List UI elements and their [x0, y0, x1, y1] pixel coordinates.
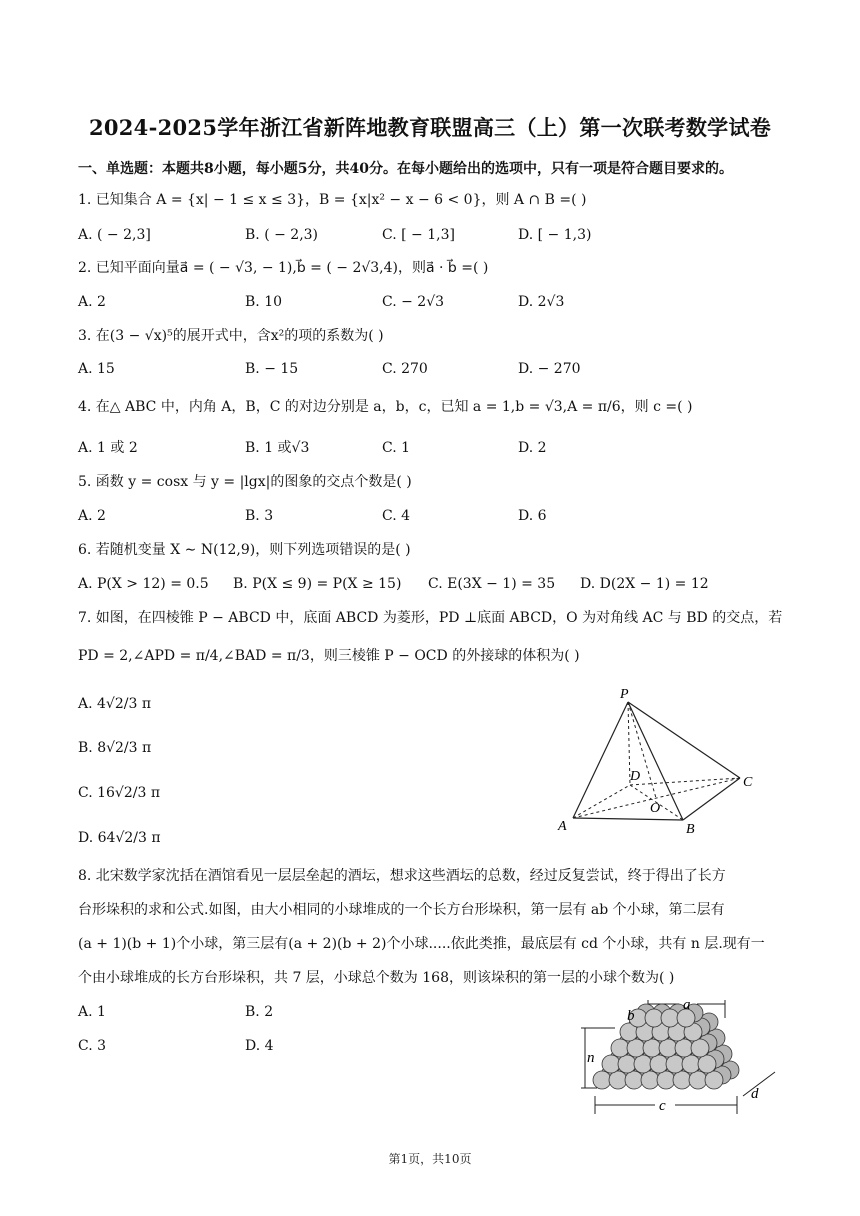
page-title: 2024-2025学年浙江省新阵地教育联盟高三（上）第一次联考数学试卷	[88, 115, 772, 140]
q1-option-a: A. ( − 2,3]	[78, 227, 151, 243]
q6-option-d: D. D(2X − 1) = 12	[580, 576, 709, 592]
ball	[675, 1039, 693, 1057]
q7-option-a: A. 4√2/3 π	[78, 696, 152, 712]
ball	[609, 1071, 627, 1089]
q4-option-a: A. 1 或 2	[78, 440, 138, 456]
question-8-stem-line1: 8. 北宋数学家沈括在酒馆看见一层层垒起的酒坛，想求这些酒坛的总数，经过反复尝试，终于得出了长方	[78, 868, 726, 884]
q7-option-c: C. 16√2/3 π	[78, 785, 161, 801]
question-8-stem-line3: (a + 1)(b + 1)个小球，第三层有(a + 2)(b + 2)个小球.....依此类推，最底层有 cd 个小球，共有 n 层.现有一	[78, 936, 765, 952]
q2-option-d: D. 2√3	[518, 294, 565, 310]
ball	[691, 1039, 709, 1057]
question-5-stem: 5. 函数 y = cosx 与 y = |lgx|的图象的交点个数是( )	[78, 474, 412, 490]
ball	[650, 1055, 668, 1073]
label-c: C	[743, 775, 753, 790]
q1-option-d: D. [ − 1,3)	[518, 227, 592, 243]
q4-option-c: C. 1	[382, 440, 411, 456]
ball	[673, 1071, 691, 1089]
q2-option-b: B. 10	[245, 294, 283, 310]
label-p: P	[620, 687, 629, 702]
ball	[611, 1039, 629, 1057]
q1-option-b: B. ( − 2,3)	[245, 227, 319, 243]
q8-option-b: B. 2	[245, 1004, 274, 1020]
ball	[645, 1009, 663, 1027]
label-o: O	[650, 801, 661, 816]
q5-option-a: A. 2	[78, 508, 106, 524]
label-b-dim: b	[627, 1008, 635, 1024]
ball	[682, 1055, 700, 1073]
ball	[593, 1071, 611, 1089]
ball	[698, 1055, 716, 1073]
question-1-stem: 1. 已知集合 A = {x| − 1 ≤ x ≤ 3}，B = {x|x² − x − 6 < 0}，则 A ∩ B =( )	[78, 192, 587, 208]
pyramid-figure	[550, 680, 770, 840]
ball	[689, 1071, 707, 1089]
question-7-stem-line2: PD = 2,∠APD = π/4,∠BAD = π/3，则三棱锥 P − OCD 的外接球的体积为( )	[78, 648, 580, 664]
label-a-dim: a	[683, 997, 691, 1013]
q3-option-d: D. − 270	[518, 361, 581, 377]
ball	[705, 1071, 723, 1089]
label-c-dim: c	[659, 1098, 666, 1114]
ball	[659, 1039, 677, 1057]
q4-option-b: B. 1 或√3	[245, 440, 310, 456]
ball	[661, 1009, 679, 1027]
question-6-stem: 6. 若随机变量 X ∼ N(12,9)，则下列选项错误的是( )	[78, 542, 411, 558]
question-8-stem-line2: 台形垛积的求和公式.如图，由大小相同的小球堆成的一个长方台形垛积，第一层有 ab 个小球，第二层有	[78, 902, 725, 918]
q4-option-d: D. 2	[518, 440, 547, 456]
q8-option-a: A. 1	[78, 1004, 106, 1020]
ball	[643, 1039, 661, 1057]
q2-option-a: A. 2	[78, 294, 106, 310]
ball	[641, 1071, 659, 1089]
ball	[625, 1071, 643, 1089]
question-2-stem: 2. 已知平面向量a⃗ = ( − √3, − 1),b⃗ = ( − 2√3,4)，则a⃗ · b⃗ =( )	[78, 260, 489, 276]
label-d-dim: d	[751, 1086, 759, 1102]
question-7-stem-line1: 7. 如图，在四棱锥 P − ABCD 中，底面 ABCD 为菱形，PD ⊥底面 ABCD，O 为对角线 AC 与 BD 的交点，若	[78, 610, 783, 626]
label-a: A	[558, 819, 567, 834]
q7-option-d: D. 64√2/3 π	[78, 830, 161, 846]
question-8-stem-line4: 个由小球堆成的长方台形垛积，共 7 层，小球总个数为 168，则该垛积的第一层的小球个数为( )	[78, 970, 675, 986]
ball	[602, 1055, 620, 1073]
q3-option-c: C. 270	[382, 361, 428, 377]
ball	[618, 1055, 636, 1073]
q8-option-d: D. 4	[245, 1038, 274, 1054]
q5-option-b: B. 3	[245, 508, 274, 524]
ball	[634, 1055, 652, 1073]
ball	[657, 1071, 675, 1089]
section-heading: 一、单选题：本题共8小题，每小题5分，共40分。在每小题给出的选项中，只有一项是符合题目要求的。	[78, 161, 733, 177]
page-footer: 第1页，共10页	[388, 1152, 472, 1166]
question-3-stem: 3. 在(3 − √x)⁵的展开式中，含x²的项的系数为( )	[78, 328, 384, 344]
label-d: D	[630, 769, 641, 784]
balls-layer	[593, 1004, 739, 1089]
q6-option-a: A. P(X > 12) = 0.5	[78, 576, 209, 592]
question-4-stem: 4. 在△ ABC 中，内角 A，B，C 的对边分别是 a，b，c，已知 a = 1,b = √3,A = π/6，则 c =( )	[78, 399, 693, 415]
q5-option-c: C. 4	[382, 508, 411, 524]
q3-option-b: B. − 15	[245, 361, 299, 377]
q1-option-c: C. [ − 1,3]	[382, 227, 455, 243]
ball	[627, 1039, 645, 1057]
q5-option-d: D. 6	[518, 508, 547, 524]
q6-option-c: C. E(3X − 1) = 35	[428, 576, 556, 592]
q8-option-c: C. 3	[78, 1038, 107, 1054]
q7-option-b: B. 8√2/3 π	[78, 740, 152, 756]
label-n-dim: n	[587, 1050, 595, 1066]
q3-option-a: A. 15	[78, 361, 115, 377]
stacked-balls-figure	[575, 992, 790, 1120]
q2-option-c: C. − 2√3	[382, 294, 445, 310]
q6-option-b: B. P(X ≤ 9) = P(X ≥ 15)	[233, 576, 402, 592]
ball	[666, 1055, 684, 1073]
label-b: B	[686, 822, 695, 837]
